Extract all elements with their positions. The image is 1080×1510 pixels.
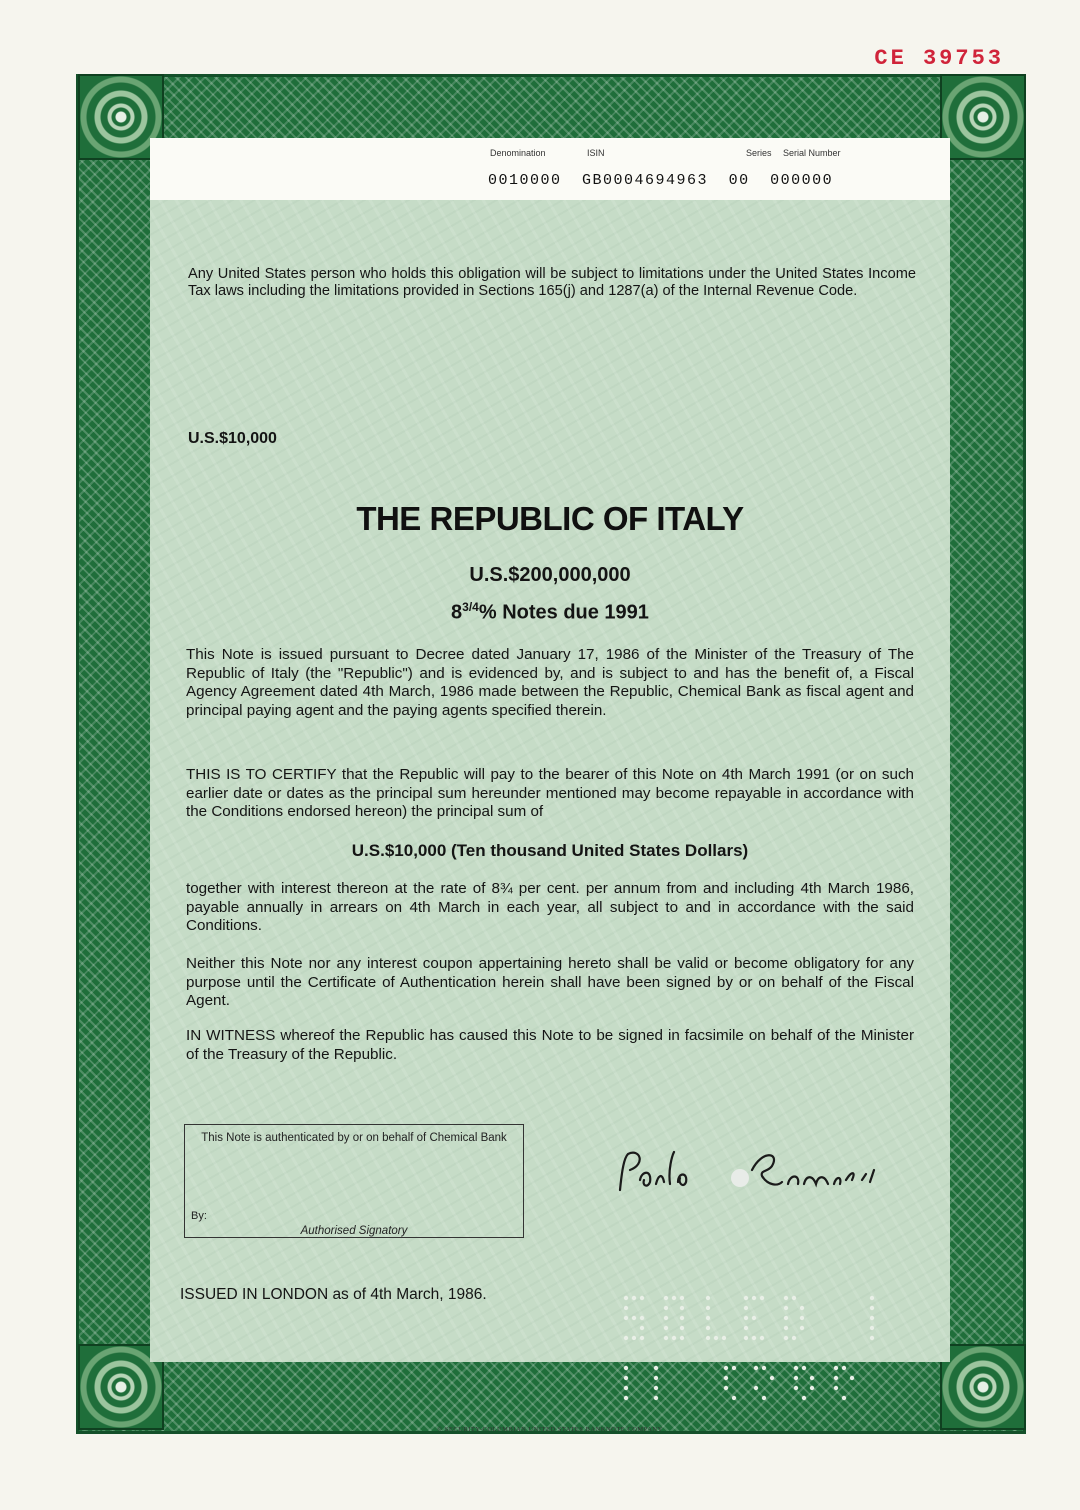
isin-value: GB0004694963: [582, 172, 709, 189]
minister-signature: [612, 1140, 902, 1210]
decree-paragraph: This Note is issued pursuant to Decree dated January 17, 1986 of the Minister of the Treasury of The Republic of Italy (the "Republic") and is evidenced by, and is subject to and has the benefit of, a Fiscal Agency Agreement dated 4th March, 1986 made between the Republic, Chemical Bank as fiscal agent and principal paying agent and the paying agents specified therein.: [186, 646, 914, 719]
tax-notice: Any United States person who holds this obligation will be subject to limitations under the United States Income Tax laws including the limitations provided in Sections 165(j) and 1287(a) of the Internal Revenue Code.: [188, 266, 916, 299]
issuer-title: THE REPUBLIC OF ITALY: [356, 500, 744, 537]
face-amount: U.S.$10,000: [188, 430, 277, 447]
interest-paragraph: together with interest thereon at the rate of 8¾ per cent. per annum from and including 4th March 1986, payable annually in arrears on 4th March in each year, all subject to and in accordance with the said Conditions.: [186, 880, 914, 934]
by-label: By:: [191, 1210, 207, 1222]
series-value: 00: [728, 172, 750, 189]
identifier-values: [488, 172, 843, 189]
isin-label: ISIN: [587, 148, 605, 158]
validity-paragraph: Neither this Note nor any interest coupon appertaining hereto shall be valid or become obligatory for any purpose until the Certificate of Authentication herein shall have been signed by or on behalf of the Fiscal Agent.: [186, 955, 914, 1009]
rate-fraction: 3/4: [462, 600, 479, 614]
principal-sum: U.S.$10,000 (Ten thousand United States Dollars): [351, 841, 749, 860]
issue-total: U.S.$200,000,000: [469, 564, 631, 586]
authorised-signatory-label: Authorised Signatory: [300, 1225, 408, 1237]
rate-whole: 8: [451, 601, 463, 624]
denomination-label: Denomination: [490, 148, 546, 158]
serial-value: 000000: [770, 172, 834, 189]
authentication-text: This Note is authenticated by or on behalf of Chemical Bank: [201, 1132, 507, 1144]
rosette-corner-icon: [940, 74, 1026, 160]
certify-paragraph: THIS IS TO CERTIFY that the Republic will pay to the bearer of this Note on 4th March 1991 (or on such earlier date or dates as the principal sum hereunder mentioned may become repayable in accordance with the Conditions endorsed hereon) the principal sum of: [186, 766, 914, 820]
printer-credit: © SECURITY-COLUMBIAN UNITED STATES BANKNOTE COMPANY: [437, 1426, 663, 1433]
serial-number-label: Serial Number: [783, 148, 841, 158]
issued-line: ISSUED IN LONDON as of 4th March, 1986.: [180, 1286, 487, 1303]
notes-due-line: [150, 600, 950, 625]
authentication-box: [184, 1124, 524, 1238]
denomination-value: 0010000: [488, 172, 562, 189]
rosette-corner-icon: [940, 1344, 1026, 1430]
identifier-header: [150, 138, 950, 200]
perforation-cancel-mark: [616, 1286, 886, 1416]
series-label: Series: [746, 148, 772, 158]
top-serial-number: CE 39753: [874, 46, 1004, 71]
notes-due-text: % Notes due 1991: [478, 601, 649, 624]
witness-paragraph: IN WITNESS whereof the Republic has caused this Note to be signed in facsimile on behalf of the Minister of the Treasury of the Republic.: [186, 1027, 914, 1063]
